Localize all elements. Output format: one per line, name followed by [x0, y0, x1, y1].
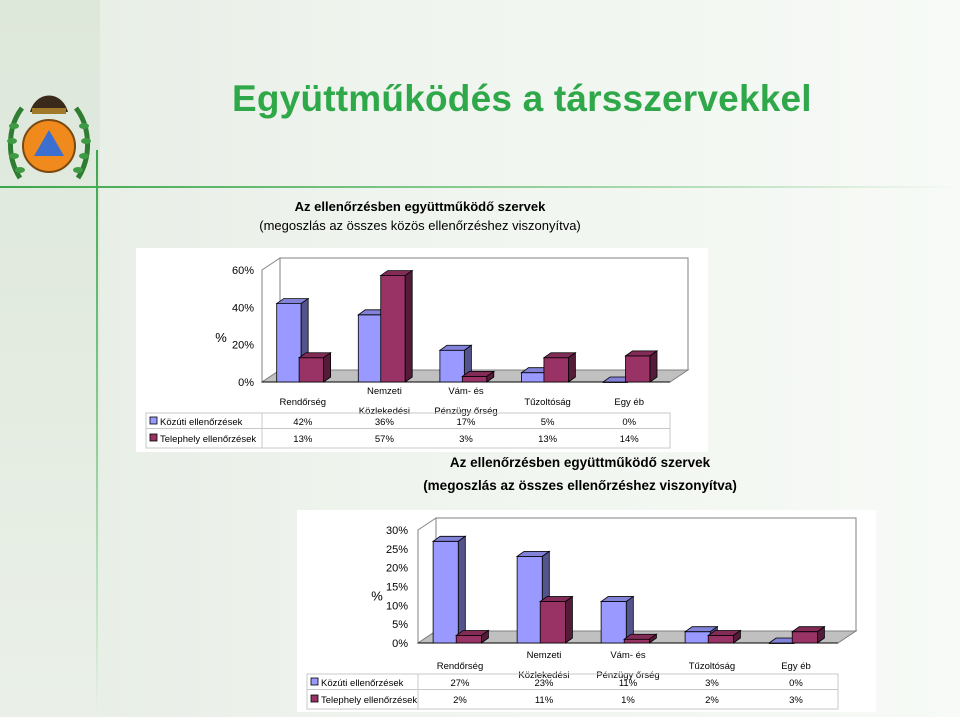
- chart-1-data-label: 3%: [459, 434, 473, 445]
- chart-1-bar-kozuti-4: [521, 373, 545, 382]
- chart-2-data-label: 23%: [534, 678, 554, 689]
- chart-1-category-label: Pénzügy őrség: [434, 406, 498, 417]
- chart-1-bar-kozuti-3: [440, 350, 464, 382]
- chart-2-bar-telephely-4: [708, 635, 733, 643]
- chart-2-category-label: Vám- és: [610, 650, 646, 661]
- chart-1-data-label: 5%: [540, 417, 555, 428]
- chart-2-category-label: Pénzügy őrség: [596, 670, 660, 681]
- chart-2-category-label: Nemzeti: [526, 650, 562, 661]
- chart-1-bar-telephely-3: [462, 376, 486, 382]
- chart-2-bar-telephely-2: [540, 602, 565, 643]
- chart-2-data-label: 0%: [789, 678, 803, 689]
- chart-2-y-tick: 25%: [385, 543, 408, 556]
- chart-1-data-label: 0%: [622, 417, 637, 428]
- chart-1-data-label: 13%: [538, 434, 558, 445]
- chart-1-legend-swatch: [150, 417, 157, 424]
- chart-1-subtitle: (megoszlás az összes közös ellenőrzéshez viszonyítva): [259, 218, 581, 233]
- chart-2-y-tick: 20%: [385, 562, 408, 575]
- chart-1-data-label: 36%: [374, 417, 394, 428]
- chart-2-data-label: 27%: [450, 678, 470, 689]
- chart-2-legend-label: Közúti ellenőrzések: [321, 678, 404, 689]
- chart-2-bar-telephely-1: [456, 635, 481, 643]
- chart-1-bar-telephely-5: [626, 356, 650, 382]
- chart-1-bar-kozuti-1: [277, 304, 301, 382]
- chart-2-y-tick: 5%: [392, 619, 408, 632]
- chart-1-category-label: Nemzeti: [366, 386, 402, 397]
- chart-2-category-label: Tűzoltóság: [688, 661, 736, 672]
- chart-1-bar-telephely-2: [381, 276, 405, 382]
- chart-1-bar-side-telephely-5: [650, 351, 657, 382]
- chart-1-legend-label: Közúti ellenőrzések: [160, 417, 243, 428]
- chart-2-data-label: 2%: [453, 695, 467, 706]
- chart-1-category-label: Egy éb: [614, 397, 644, 408]
- chart-1-bar-telephely-1: [299, 358, 323, 382]
- chart-2-y-tick: 10%: [385, 600, 408, 613]
- chart-2-category-label: Rendőrség: [436, 661, 484, 672]
- chart-1-category-label: Vám- és: [448, 386, 484, 397]
- chart-2-y-tick: 15%: [385, 581, 408, 594]
- chart-2-legend-label: Telephely ellenőrzések: [321, 695, 418, 706]
- chart-2-bar-side-telephely-2: [565, 597, 572, 643]
- chart-1-bar-kozuti-2: [358, 315, 382, 382]
- chart-1-y-tick: 0%: [238, 377, 254, 389]
- chart-2-bar-kozuti-3: [601, 602, 626, 643]
- chart-1-data-label: 13%: [293, 434, 313, 445]
- chart-1: [136, 199, 708, 452]
- chart-1-back-wall: [280, 258, 688, 370]
- chart-1-category-label: Tűzoltóság: [524, 397, 571, 408]
- chart-2-bar-kozuti-4: [685, 632, 710, 643]
- chart-2-y-label: %: [371, 588, 383, 604]
- chart-2-data-label: 3%: [789, 695, 803, 706]
- chart-2-category-label: Közlekedési: [518, 670, 570, 681]
- chart-1-bar-side-telephely-1: [324, 353, 331, 382]
- chart-2-data-label: 2%: [705, 695, 719, 706]
- chart-1-category-label: Rendőrség: [279, 397, 327, 408]
- chart-2-data-label: 1%: [621, 695, 635, 706]
- chart-1-legend-swatch: [150, 434, 157, 441]
- chart-2-y-tick: 0%: [392, 638, 408, 650]
- chart-2-bar-side-kozuti-1: [458, 536, 465, 643]
- chart-1-title: Az ellenőrzésben együttműködő szervek: [294, 199, 546, 214]
- chart-1-bar-side-telephely-2: [405, 271, 412, 382]
- chart-2: [297, 455, 876, 712]
- chart-1-y-label: %: [215, 330, 227, 345]
- chart-1-bar-telephely-4: [544, 358, 568, 382]
- chart-2-back-wall: [436, 518, 856, 631]
- chart-1-y-tick: 20%: [231, 339, 254, 352]
- chart-1-y-tick: 60%: [231, 265, 254, 277]
- chart-2-subtitle: (megoszlás az összes ellenőrzéshez viszonyítva): [423, 478, 737, 493]
- chart-1-legend-label: Telephely ellenőrzések: [160, 434, 257, 445]
- chart-1-y-tick: 40%: [231, 302, 254, 315]
- chart-2-bar-telephely-3: [624, 639, 649, 643]
- chart-1-data-label: 57%: [374, 434, 394, 445]
- chart-1-data-label: 42%: [293, 417, 313, 428]
- chart-1-bar-side-telephely-4: [568, 353, 575, 382]
- chart-2-bar-kozuti-2: [517, 556, 542, 643]
- chart-2-data-label: 11%: [618, 678, 638, 689]
- chart-1-data-label: 14%: [619, 434, 639, 445]
- chart-2-legend-swatch: [311, 695, 318, 702]
- chart-1-data-label: 17%: [456, 417, 476, 428]
- chart-2-data-label: 11%: [534, 695, 554, 706]
- chart-2-y-tick: 30%: [385, 525, 408, 537]
- chart-2-bar-telephely-5: [792, 632, 817, 643]
- chart-2-data-label: 3%: [705, 678, 719, 689]
- chart-1-category-label: Közlekedési: [358, 406, 411, 417]
- chart-2-category-label: Egy éb: [781, 661, 811, 672]
- page-title: Együttműködés a társszervekkel: [232, 78, 812, 119]
- chart-2-legend-swatch: [311, 678, 318, 685]
- chart-2-title: Az ellenőrzésben együttműködő szervek: [449, 455, 711, 470]
- chart-2-bar-kozuti-1: [433, 541, 458, 643]
